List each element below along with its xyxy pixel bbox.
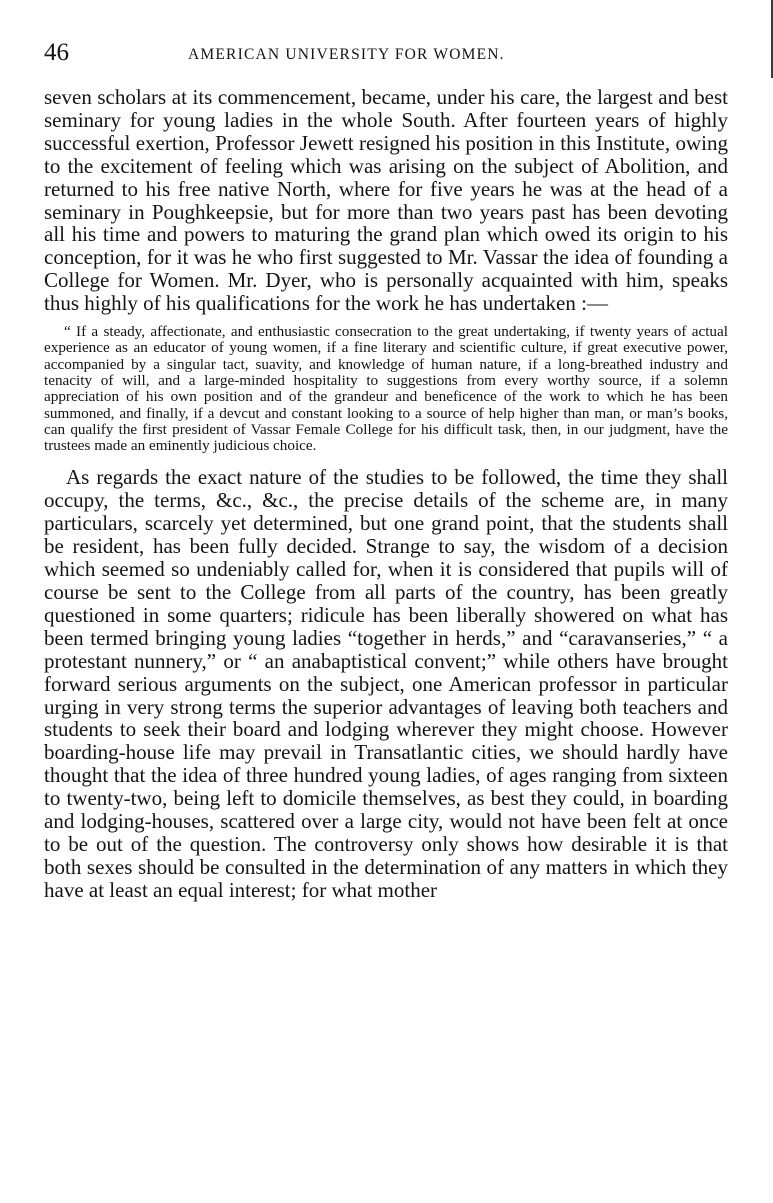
body-paragraph-continued: seven scholars at its commencement, became, under his care, the largest and best seminary for young ladies in the whole South. After fourteen years of highly successful exertion, Professor Jewett resigned his position in this Institute, owing to the excitement of feeling which was arising on the subject of Abolition, and returned to his free native North, where for five years he was at the head of a seminary in Poughkeepsie, but for more than two years past has been devoting all his time and powers to maturing the grand plan which owed its origin to his conception, for it was he who first suggested to Mr. Vassar the idea of founding a College for Women. Mr. Dyer, who is personally acquainted with him, speaks thus highly of his qualifications for the work he has undertaken :— bbox=[44, 85, 728, 316]
book-page bbox=[44, 38, 728, 902]
body-paragraph: As regards the exact nature of the studies to be followed, the time they shall occupy, the terms, &c., &c., the precise details of the scheme are, in many particulars, scarcely yet determined, but one grand point, that the students shall be resident, has been fully decided. Strange to say, the wisdom of a decision which seemed so undeniably called for, when it is considered that pupils will of course be sent to the College from all parts of the country, has been greatly questioned in some quarters; ridicule has been liberally showered on what has been termed bringing young ladies “together in herds,” and “caravanseries,” “ a protestant nunnery,” or “ an anabaptistical convent;” while others have brought forward serious arguments on the subject, one American professor in particular urging in very strong terms the superior advantages of leaving both teachers and students to seek their board and lodging wherever they might choose. However boarding-house life may prevail in Transatlantic cities, we should hardly have thought that the idea of three hundred young ladies, of ages ranging from sixteen to twenty-two, being left to domicile themselves, as best they could, in boarding and lodging-houses, scattered over a large city, would not have been felt at once to be out of the question. The controversy only shows how desirable it is that both sexes should be consulted in the determination of any matters in which they have at least an equal interest; for what mother bbox=[44, 465, 728, 902]
running-title: AMERICAN UNIVERSITY FOR WOMEN. bbox=[188, 46, 505, 63]
running-head bbox=[44, 38, 728, 72]
block-quotation: “ If a steady, affectionate, and enthusiastic consecration to the great undertaking, if twenty years of actual experience as an educator of young women, if a fine literary and scientific culture, if great executive power, accompanied by a singular tact, suavity, and knowledge of human nature, if a long-breathed industry and tenacity of will, and a large-minded hospitality to suggestions from every worthy source, if a solemn appreciation of his own position and of the grandeur and beneficence of the work to which he has been summoned, and finally, if a devcut and constant looking to a source of help higher than man, or man’s books, can qualify the first president of Vassar Female College for his difficult task, then, in our judgment, have the trustees made an eminently judicious choice. bbox=[44, 323, 728, 455]
page-number: 46 bbox=[44, 39, 69, 66]
